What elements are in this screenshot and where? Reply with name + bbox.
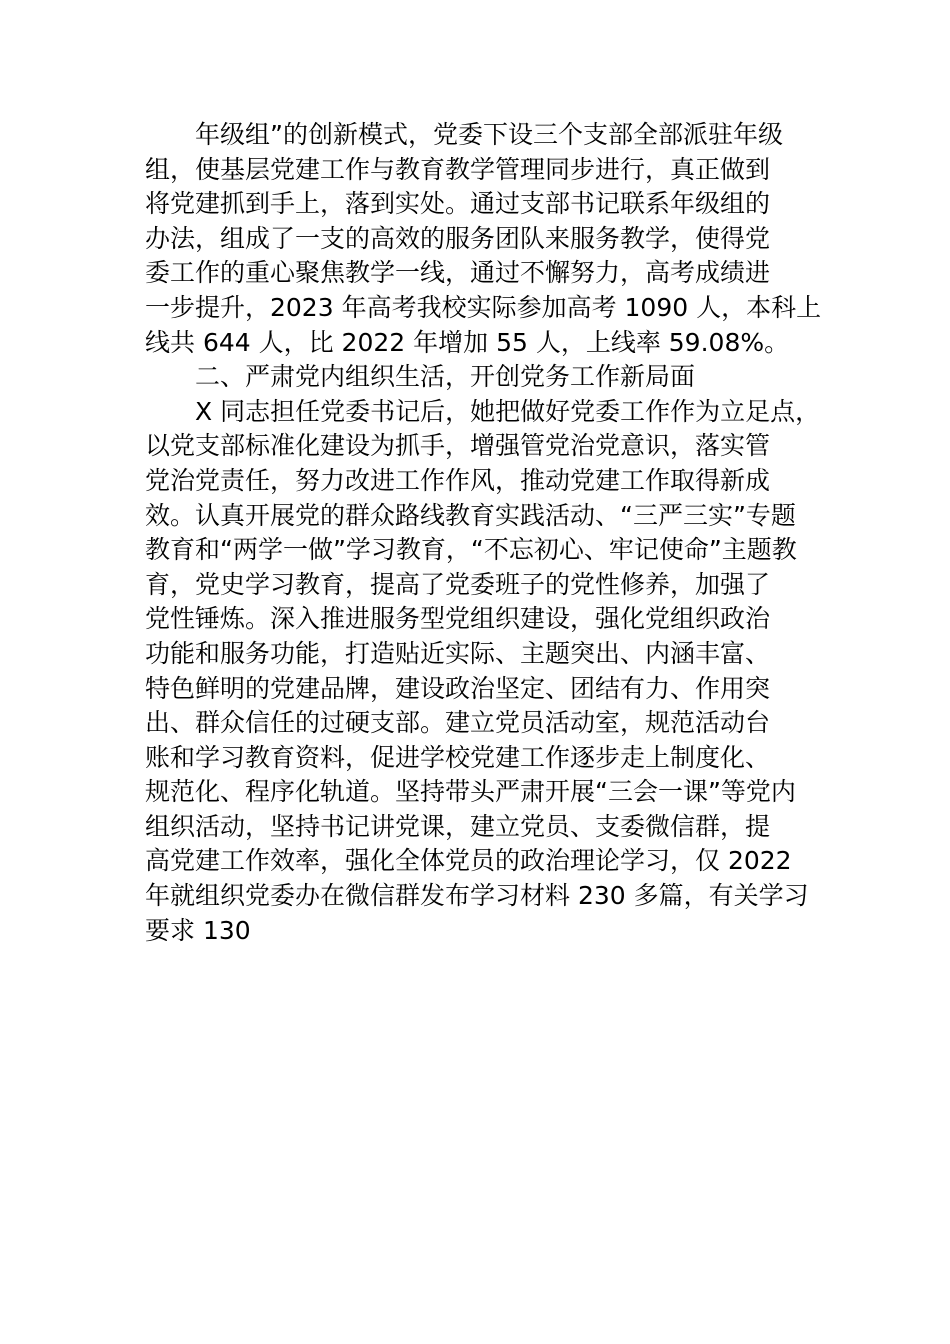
paragraph-2-line-3: 党治党责任，努力改进工作作风，推动党建工作取得新成 xyxy=(145,465,771,495)
paragraph-2-line-8: 功能和服务功能，打造贴近实际、主题突出、内涵丰富、 xyxy=(145,638,771,668)
paragraph-2-line-16: 要求 130 xyxy=(145,915,251,945)
paragraph-2-line-1: X 同志担任党委书记后，她把做好党委工作作为立足点， xyxy=(195,396,821,426)
paragraph-2-line-4: 效。认真开展党的群众路线教育实践活动、“三严三实”专题 xyxy=(145,500,796,530)
paragraph-2-line-14: 高党建工作效率，强化全体党员的政治理论学习，仅 2022 xyxy=(145,846,792,876)
paragraph-2-line-6: 育，党史学习教育，提高了党委班子的党性修养，加强了 xyxy=(145,569,771,599)
paragraph-1-line-3: 将党建抓到手上，落到实处。通过支部书记联系年级组的 xyxy=(145,189,771,219)
paragraph-2-line-13: 组织活动，坚持书记讲党课，建立党员、支委微信群，提 xyxy=(145,811,771,841)
paragraph-1-line-5: 委工作的重心聚焦教学一线，通过不懈努力，高考成绩进 xyxy=(145,258,771,288)
paragraph-2-line-9: 特色鲜明的党建品牌，建设政治坚定、团结有力、作用突 xyxy=(145,673,771,703)
paragraph-2-line-11: 账和学习教育资料，促进学校党建工作逐步走上制度化、 xyxy=(145,742,771,772)
section-heading: 二、严肃党内组织生活，开创党务工作新局面 xyxy=(195,362,696,392)
paragraph-2-line-5: 教育和“两学一做”学习教育，“不忘初心、牢记使命”主题教 xyxy=(145,535,797,565)
paragraph-2-line-7: 党性锤炼。深入推进服务型党组织建设，强化党组织政治 xyxy=(145,604,771,634)
paragraph-2-line-2: 以党支部标准化建设为抓手，增强管党治党意识，落实管 xyxy=(145,431,771,461)
paragraph-1-line-7: 线共 644 人，比 2022 年增加 55 人，上线率 59.08%。 xyxy=(145,327,790,357)
paragraph-1-line-1: 年级组”的创新模式，党委下设三个支部全部派驻年级 xyxy=(195,120,783,149)
paragraph-2-line-12: 规范化、程序化轨道。坚持带头严肃开展“三会一课”等党内 xyxy=(145,777,796,807)
paragraph-2-line-15: 年就组织党委办在微信群发布学习材料 230 多篇，有关学习 xyxy=(145,881,809,911)
paragraph-1-line-4: 办法，组成了一支的高效的服务团队来服务教学，使得党 xyxy=(145,223,771,253)
document-body xyxy=(145,118,825,948)
paragraph-1-line-6: 一步提升，2023 年高考我校实际参加高考 1090 人，本科上 xyxy=(145,292,822,322)
paragraph-1-line-2: 组，使基层党建工作与教育教学管理同步进行，真正做到 xyxy=(145,154,771,184)
paragraph-2-line-10: 出、群众信任的过硬支部。建立党员活动室，规范活动台 xyxy=(145,708,771,738)
